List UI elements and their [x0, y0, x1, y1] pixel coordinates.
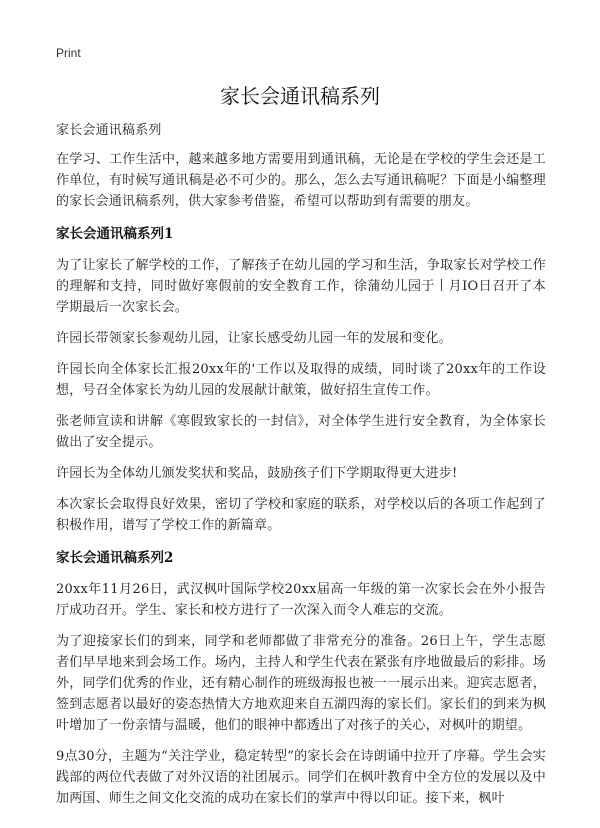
section-1-paragraph-6: 本次家长会取得良好效果，密切了学校和家庭的联系，对学校以后的各项工作起到了积极作用，谱写了学校工作的新篇章。: [56, 497, 546, 533]
section-heading-2: 家长会通讯稿系列2: [56, 550, 174, 566]
print-link[interactable]: Print: [56, 46, 81, 60]
document-body: [56, 120, 546, 819]
section-1-paragraph-4: 张老师宣读和讲解《寒假致家长的一封信》，对全体学生进行安全教育，为全体家长做出了安全提示。: [56, 414, 546, 450]
section-2-paragraph-1: 20xx年11月26日，武汉枫叶国际学校20xx届高一年级的第一次家长会在外小报告厅成功召开。学生、家长和校方进行了一次深入而令人难忘的交流。: [56, 582, 546, 618]
section-heading-1: 家长会通讯稿系列1: [56, 226, 174, 242]
section-1-paragraph-1: 为了让家长了解学校的工作，了解孩子在幼儿园的学习和生活，争取家长对学校工作的理解和支持，同时做好寒假前的安全教育工作，徐蒲幼儿园于丨月IO日召开了本学期最后一次家长会。: [56, 258, 546, 315]
section-1-paragraph-5: 许园长为全体幼儿颁发奖状和奖品，鼓励孩子们下学期取得更大进步!: [56, 466, 458, 481]
intro-paragraph: 在学习、工作生活中，越来越多地方需要用到通讯稿，无论是在学校的学生会还是工作单位，有时候写通讯稿是必不可少的。那么，怎么去写通讯稿呢？下面是小编整理的家长会通讯稿系列，供大家参考借鉴，希望可以帮助到有需要的朋友。: [56, 152, 546, 209]
section-1-paragraph-3: 许园长向全体家长汇报20xx年的'工作以及取得的成绩，同时谈了20xx年的工作设想，号召全体家长为幼儿园的发展献计献策，做好招生宣传工作。: [56, 362, 546, 398]
document-subtitle: 家长会通讯稿系列: [56, 123, 162, 138]
section-2-paragraph-3: 9点30分，主题为“关注学业，稳定转型”的家长会在诗朗诵中拉开了序幕。学生会实践部的两位代表做了对外汉语的社团展示。同学们在枫叶教育中全方位的发展以及中加两国、师生之间文化交流的成功在家长们的掌声中得以印证。接下来，枫叶: [56, 749, 546, 806]
section-2-paragraph-2: 为了迎接家长们的到来，同学和老师都做了非常充分的准备。26日上午，学生志愿者们早早地来到会场工作。场内，主持人和学生代表在紧张有序地做最后的彩排。场外，同学们优秀的作业，还有精心制作的班级海报也被一一展示出来。迎宾志愿者，签到志愿者以最好的姿态热情大方地欢迎来自五湖四海的家长们。家长们的到来为枫叶增加了一份亲情与温暖，他们的眼神中都透出了对孩子的关心，对枫叶的期望。: [56, 634, 546, 733]
section-1-paragraph-2: 许园长带领家长参观幼儿园，让家长感受幼儿园一年的发展和变化。: [56, 331, 453, 346]
document-title: 家长会通讯稿系列: [220, 84, 380, 108]
